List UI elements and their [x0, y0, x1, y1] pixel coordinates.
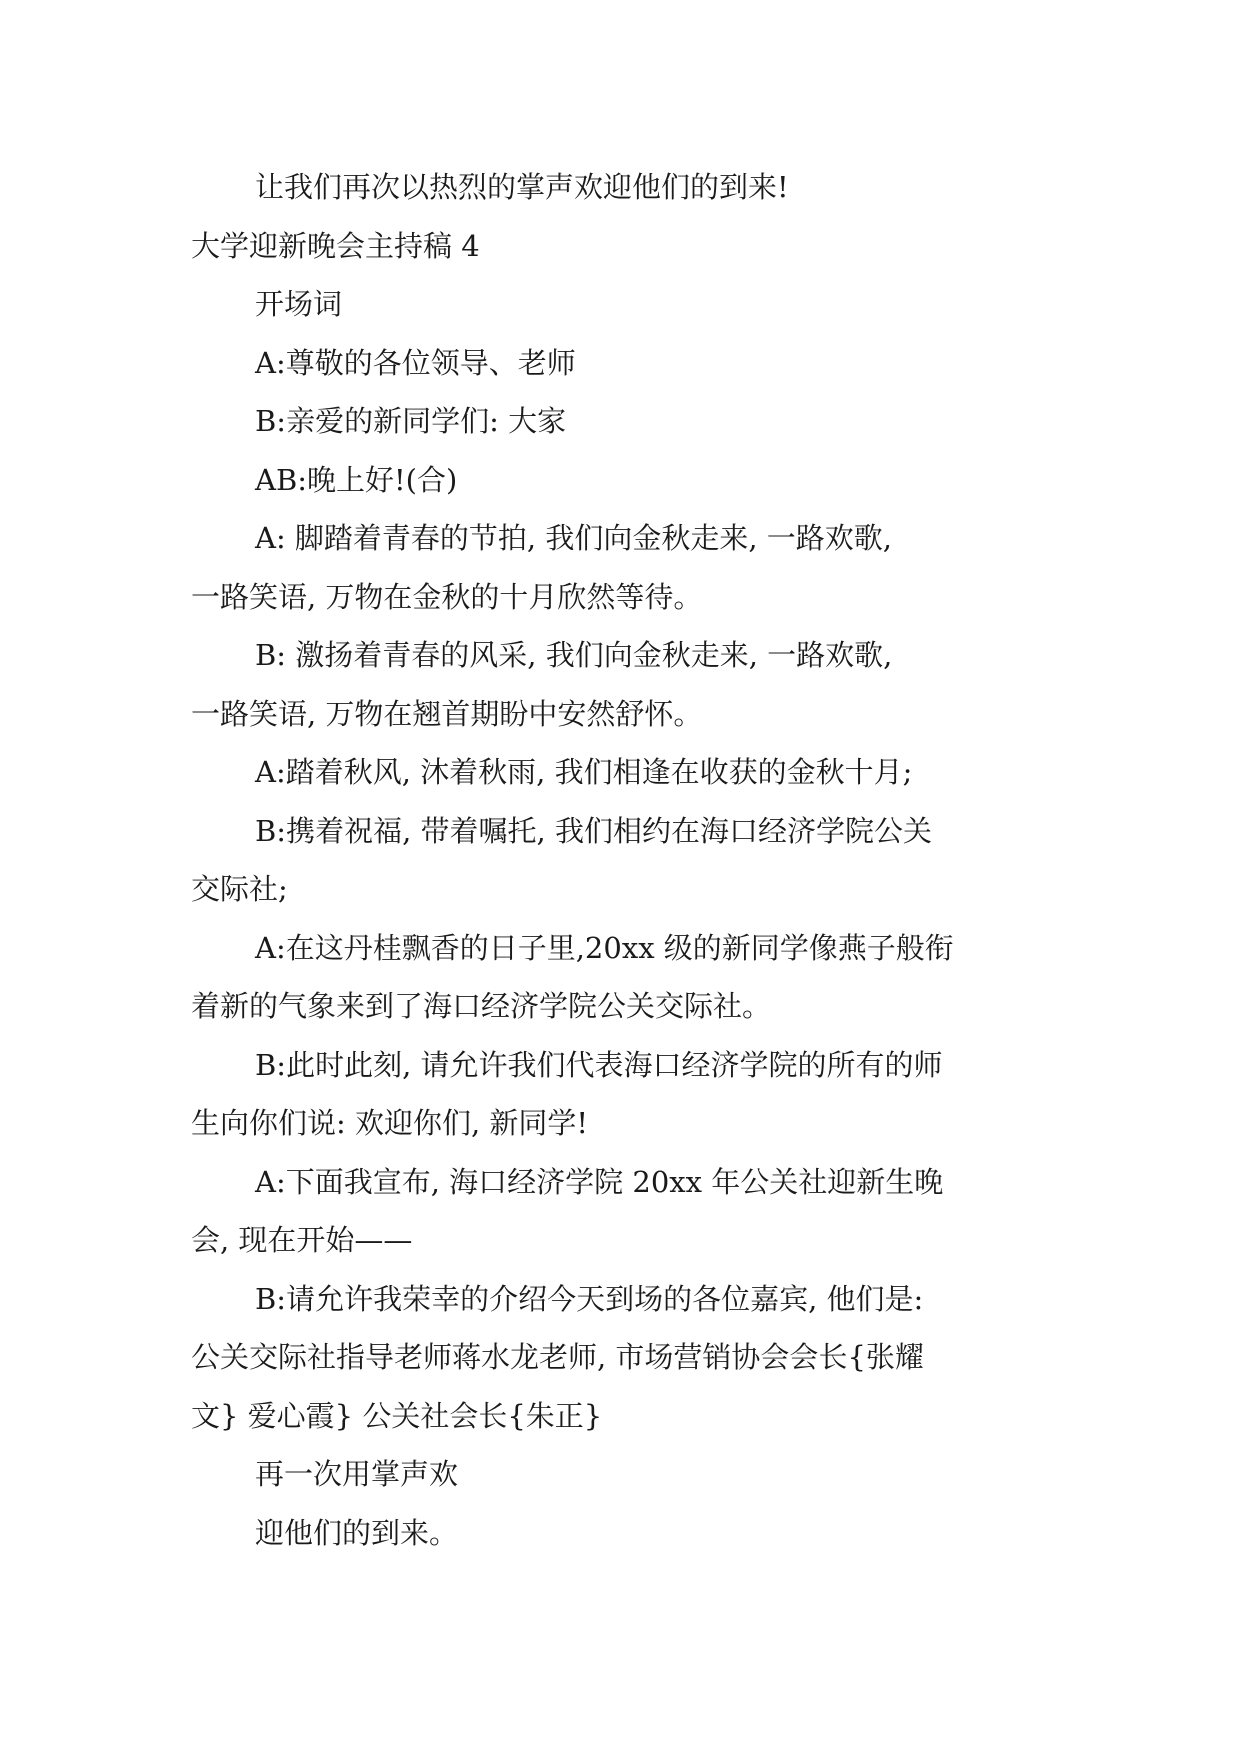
- paragraph-line: 一路笑语, 万物在金秋的十月欣然等待。: [191, 579, 703, 614]
- paragraph-line: 让我们再次以热烈的掌声欢迎他们的到来!: [255, 170, 789, 204]
- paragraph-line: A:在这丹桂飘香的日子里,20xx 级的新同学像燕子般衔: [255, 930, 954, 965]
- section-heading: 大学迎新晚会主持稿 4: [191, 228, 480, 263]
- paragraph-line: B: 激扬着青春的风采, 我们向金秋走来, 一路欢歌,: [255, 638, 893, 672]
- paragraph-line: B:此时此刻, 请允许我们代表海口经济学院的所有的师: [255, 1047, 943, 1082]
- paragraph-line: A:踏着秋风, 沐着秋雨, 我们相逢在收获的金秋十月;: [255, 755, 913, 789]
- paragraph-line: B:请允许我荣幸的介绍今天到场的各位嘉宾, 他们是:: [255, 1281, 924, 1316]
- paragraph-line: 公关交际社指导老师蒋水龙老师, 市场营销协会会长{张耀: [191, 1340, 924, 1374]
- paragraph-line: 生向你们说: 欢迎你们, 新同学!: [191, 1106, 589, 1140]
- paragraph-line: 着新的气象来到了海口经济学院公关交际社。: [191, 989, 772, 1023]
- document-body: [191, 158, 1051, 1562]
- paragraph-line: 再一次用掌声欢: [255, 1457, 459, 1491]
- paragraph-line: 交际社;: [191, 872, 288, 906]
- paragraph-line: AB:晚上好!(合): [255, 462, 458, 497]
- paragraph-line: A:尊敬的各位领导、老师: [255, 345, 576, 380]
- paragraph-line: B:携着祝福, 带着嘱托, 我们相约在海口经济学院公关: [255, 813, 932, 848]
- paragraph-line: 一路笑语, 万物在翘首期盼中安然舒怀。: [191, 696, 703, 731]
- paragraph-line: 迎他们的到来。: [255, 1515, 459, 1550]
- paragraph-line: A:下面我宣布, 海口经济学院 20xx 年公关社迎新生晚: [255, 1164, 944, 1199]
- paragraph-line: A: 脚踏着青春的节拍, 我们向金秋走来, 一路欢歌,: [255, 521, 893, 555]
- paragraph-line: 开场词: [255, 287, 343, 321]
- paragraph-line: 会, 现在开始——: [191, 1223, 413, 1257]
- paragraph-line: 文} 爱心霞} 公关社会长{朱正}: [191, 1398, 603, 1433]
- paragraph-line: B:亲爱的新同学们: 大家: [255, 404, 567, 438]
